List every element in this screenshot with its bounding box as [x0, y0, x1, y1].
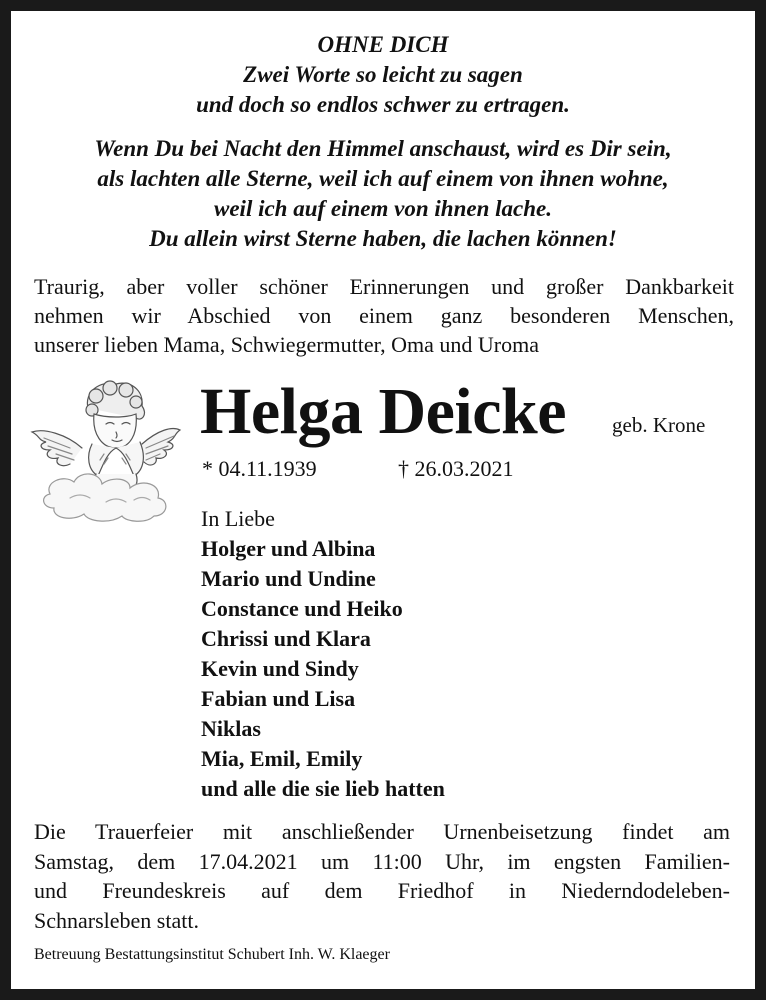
undertaker-credit: Betreuung Bestattungsinstitut Schubert Inh. W. Klaeger [34, 946, 390, 963]
poem-line: weil ich auf einem von ihnen lache. [214, 196, 552, 221]
family-member: Mario und Undine [201, 566, 376, 591]
poem-line: Zwei Worte so leicht zu sagen [243, 62, 523, 87]
family-member: Chrissi und Klara [201, 626, 371, 651]
maiden-name: geb. Krone [612, 413, 706, 437]
family-member: Fabian und Lisa [201, 686, 356, 711]
service-line: und Freundeskreis auf dem Friedhof in Niederndodeleben- [34, 878, 730, 903]
family-member: Kevin und Sindy [201, 656, 359, 681]
intro-text [34, 272, 734, 359]
family-member: und alle die sie lieb hatten [201, 776, 445, 801]
family-member: Constance und Heiko [201, 596, 403, 621]
poem-block-2 [0, 134, 766, 254]
intro-line: unserer lieben Mama, Schwiegermutter, Oma und Uroma [34, 332, 539, 357]
service-line: Schnarsleben statt. [34, 907, 199, 933]
family-list [201, 504, 445, 804]
family-member: Holger und Albina [201, 536, 376, 561]
family-member: Niklas [201, 716, 261, 741]
intro-line: Traurig, aber voller schöner Erinnerungen und großer Dankbarkeit [34, 274, 734, 299]
service-details [34, 817, 730, 935]
poem-block-1 [0, 30, 766, 120]
family-lead: In Liebe [201, 506, 275, 531]
birth-date: * 04.11.1939 [202, 456, 317, 481]
poem-title: OHNE DICH [317, 32, 449, 57]
poem-line: als lachten alle Sterne, weil ich auf einem von ihnen wohne, [97, 166, 669, 191]
cherub-angel-icon [30, 378, 182, 524]
intro-line: nehmen wir Abschied von einem ganz besonderen Menschen, [34, 303, 734, 328]
poem-line: und doch so endlos schwer zu ertragen. [196, 92, 570, 117]
deceased-name: Helga Deicke [200, 375, 567, 448]
death-date: † 26.03.2021 [398, 456, 514, 481]
poem-line: Du allein wirst Sterne haben, die lachen können! [149, 226, 617, 251]
family-member: Mia, Emil, Emily [201, 746, 363, 771]
service-line: Die Trauerfeier mit anschließender Urnenbeisetzung findet am [34, 819, 730, 844]
service-line: Samstag, dem 17.04.2021 um 11:00 Uhr, im engsten Familien- [34, 848, 730, 874]
poem-line: Wenn Du bei Nacht den Himmel anschaust, wird es Dir sein, [94, 136, 672, 161]
